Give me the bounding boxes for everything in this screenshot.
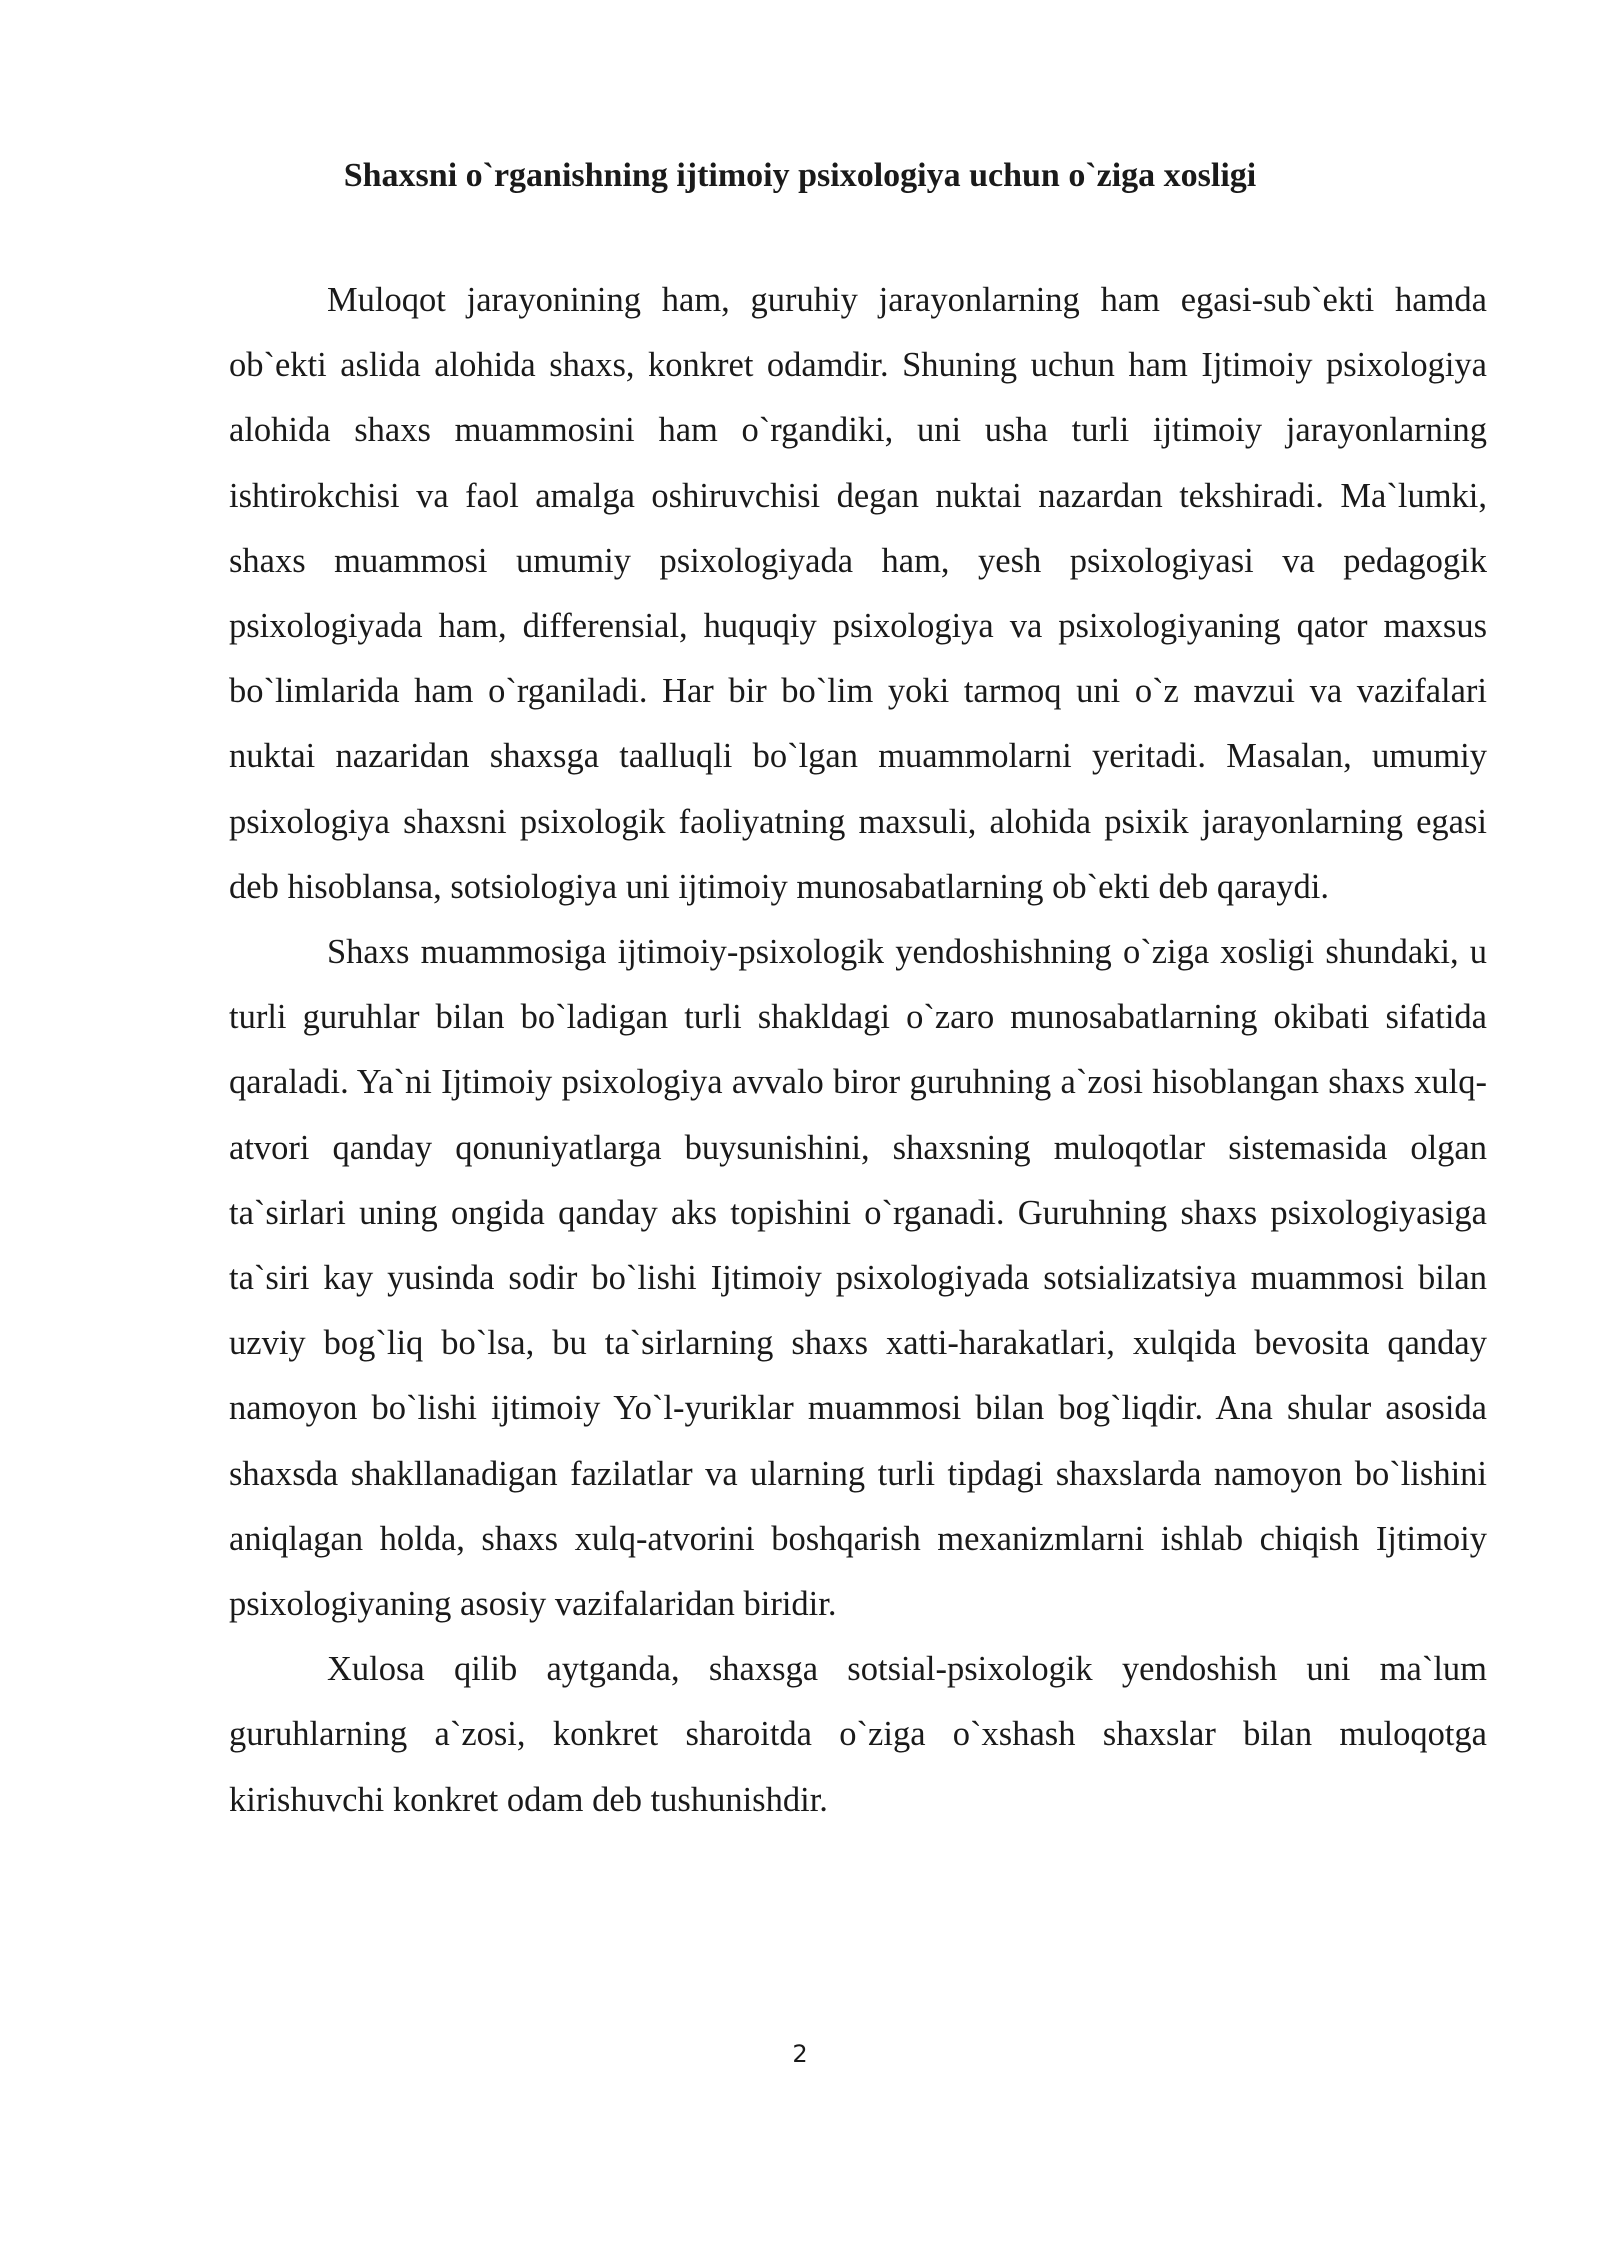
paragraph-1: Muloqot jarayonining ham, guruhiy jarayonlarning ham egasi-sub`ekti hamda ob`ekti aslida alohida shaxs, konkret odamdir. Shuning uchun ham Ijtimoiy psixologiya alohida shaxs muammosini ham o`rgandiki, uni usha turli ijtimoiy jarayonlarning ishtirokchisi va faol amalga oshiruvchisi degan nuktai nazardan tekshiradi. Ma`lumki, shaxs muammosi umumiy psixologiyada ham, yesh psixologiyasi va pedagogik psixologiyada ham, differensial, huquqiy psixologiya va psixologiyaning qator maxsus bo`limlarida ham o`rganiladi. Har bir bo`lim yoki tarmoq uni o`z mavzui va vazifalari nuktai nazaridan shaxsga taalluqli bo`lgan muammolarni yeritadi. Masalan, umumiy psixologiya shaxsni psixologik faoliyatning maxsuli, alohida psixik jarayonlarning egasi deb hisoblansa, sotsiologiya uni ijtimoiy munosabatlarning ob`ekti deb qaraydi.	[229, 281, 1487, 906]
document-title: Shaxsni o`rganishning ijtimoiy psixologiya uchun o`ziga xosligi	[343, 157, 1257, 194]
page-number: 2	[792, 2040, 808, 2068]
paragraph-3: Xulosa qilib aytganda, shaxsga sotsial-psixologik yendoshish uni ma`lum guruhlarning a`zosi, konkret sharoitda o`ziga o`xshash shaxslar bilan muloqotga kirishuvchi konkret odam deb tushunishdir.	[229, 1650, 1487, 1819]
paragraph-2: Shaxs muammosiga ijtimoiy-psixologik yendoshishning o`ziga xosligi shundaki, u turli guruhlar bilan bo`ladigan turli shakldagi o`zaro munosabatlarning okibati sifatida qaraladi. Ya`ni Ijtimoiy psixologiya avvalo biror guruhning a`zosi hisoblangan shaxs xulq-atvori qanday qonuniyatlarga buysunishini, shaxsning muloqotlar sistemasida olgan ta`sirlari uning ongida qanday aks topishini o`rganadi. Guruhning shaxs psixologiyasiga ta`siri kay yusinda sodir bo`lishi Ijtimoiy psixologiyada sotsializatsiya muammosi bilan uzviy bog`liq bo`lsa, bu ta`sirlarning shaxs xatti-harakatlari, xulqida bevosita qanday namoyon bo`lishi ijtimoiy Yo`l-yuriklar muammosi bilan bog`liqdir. Ana shular asosida shaxsda shakllanadigan fazilatlar va ularning turli tipdagi shaxslarda namoyon bo`lishini aniqlagan holda, shaxs xulq-atvorini boshqarish mexanizmlarni ishlab chiqish Ijtimoiy psixologiyaning asosiy vazifalaridan biridir.	[229, 933, 1487, 1624]
document-body	[229, 268, 1487, 1833]
